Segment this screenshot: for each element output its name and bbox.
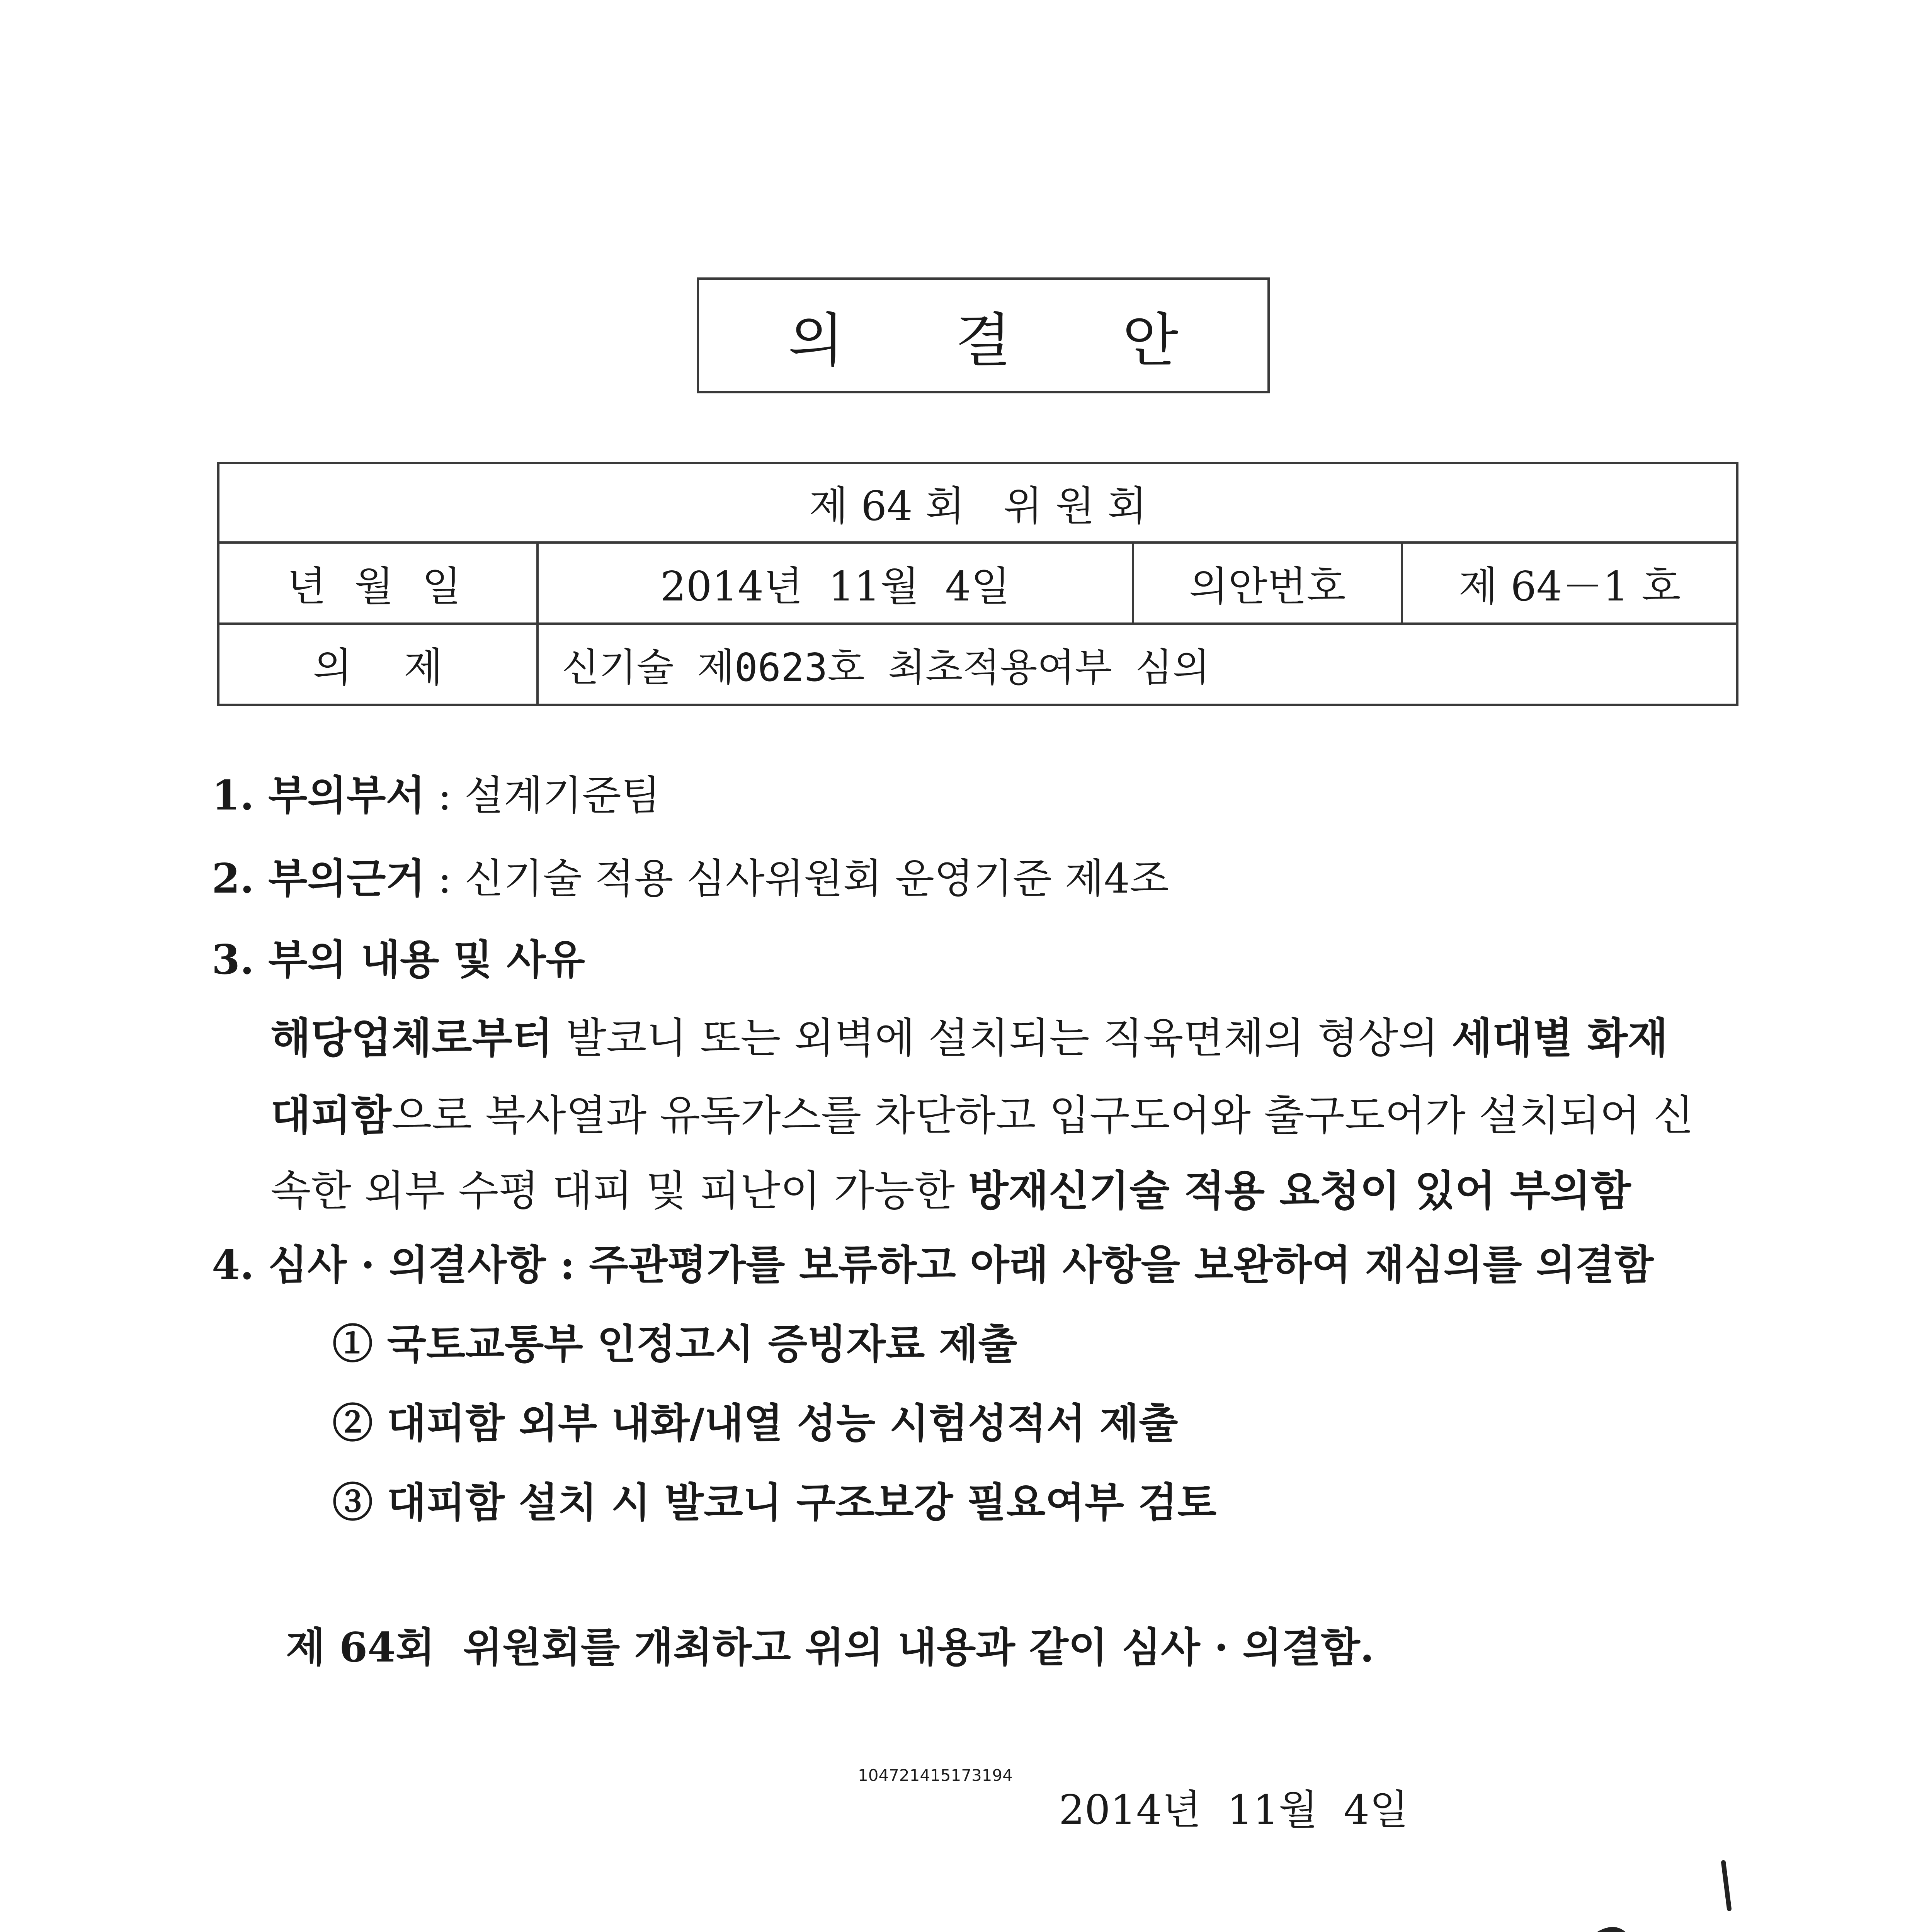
document-title: 의 결 안 xyxy=(788,307,1225,374)
sign-date: 2014년 11월 4일 xyxy=(1059,1786,1409,1833)
subject-value: 신기술 제0623호 최초적용여부 심의 xyxy=(562,645,1210,690)
reason-1c: 세대별 화재 xyxy=(1452,1014,1668,1063)
item-1-label: 1. 부의부서 xyxy=(212,771,425,819)
agenda-no-label: 의안번호 xyxy=(1189,563,1346,610)
sub-item-1: ① 국토교통부 인정고시 증빙자료 제출 xyxy=(332,1320,1017,1368)
sub-item-3: ③ 대피함 설치 시 발코니 구조보강 필요여부 검토 xyxy=(332,1478,1217,1526)
item-3: 3. 부의 내용 및 사유 xyxy=(212,935,585,983)
agenda-no-value: 제 64－1 호 xyxy=(1458,563,1681,610)
reason-2b: 으로 복사열과 유독가스를 차단하고 입구도어와 출구도어가 설치되어 신 xyxy=(391,1092,1694,1140)
signature-chair xyxy=(1596,1930,1808,1932)
item-4: 4. 심사 · 의결사항 : 주관평가를 보류하고 아래 사항을 보완하여 재심의를 의결함 xyxy=(212,1241,1654,1289)
sub-item-2: ② 대피함 외부 내화/내열 성능 시험성적서 제출 xyxy=(332,1399,1178,1447)
date-value: 2014년 11월 4일 xyxy=(660,563,1010,610)
subject-label: 의 제 xyxy=(313,644,443,691)
reason-3a: 속한 외부 수평 대피 및 피난이 가능한 xyxy=(270,1167,968,1215)
reason-2a: 대피함 xyxy=(270,1091,391,1140)
reason-3b: 방재신기술 적용 요청이 있어 부의함 xyxy=(968,1167,1631,1215)
document-number: 104721415173194 xyxy=(858,1766,1013,1785)
session-text: 제 64 회 위 원 회 xyxy=(809,482,1147,530)
item-2-value: : 신기술 적용 심사위원회 운영기준 제4조 xyxy=(425,855,1169,902)
reason-1a: 해당업체로부터 xyxy=(270,1014,553,1063)
conclusion: 제 64회 위원회를 개최하고 위의 내용과 같이 심사 · 의결함. xyxy=(286,1623,1374,1671)
item-1-value: : 설계기준팀 xyxy=(425,772,661,819)
date-label: 년 월 일 xyxy=(287,563,469,610)
item-2-label: 2. 부의근거 xyxy=(212,854,425,902)
reason-1b: 발코니 또는 외벽에 설치되는 직육면체의 형상의 xyxy=(553,1014,1452,1063)
